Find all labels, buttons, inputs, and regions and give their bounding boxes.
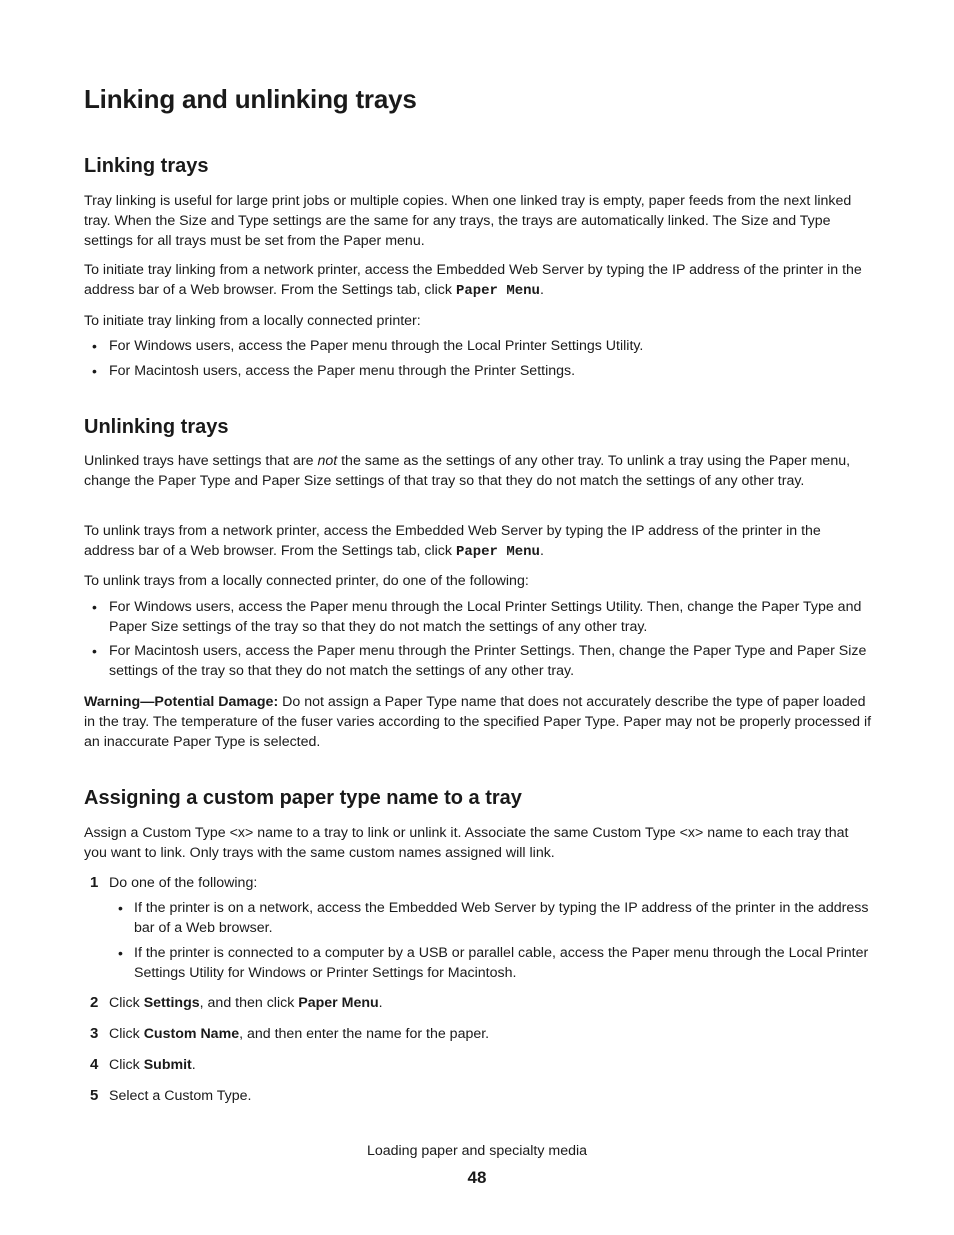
bullet-icon: •	[92, 599, 97, 615]
list-item: • For Windows users, access the Paper menu through the Local Printer Settings Utility.	[92, 338, 644, 354]
bullet-icon: •	[118, 945, 123, 961]
step-number: 1	[90, 874, 99, 891]
step-item: 5 Select a Custom Type.	[90, 1087, 252, 1104]
list-item: • If the printer is on a network, access the Embedded Web Server by typing the IP address of the printer in the address bar of a Web browser.	[118, 900, 869, 936]
page-number: 48	[467, 1168, 487, 1187]
paragraph: To unlink trays from a network printer, access the Embedded Web Server by typing the IP address of the printer in the address bar of a Web browser. From the Settings tab, click Paper Menu.	[84, 523, 821, 560]
footer-section-title: Loading paper and specialty media	[366, 1143, 588, 1159]
bullet-icon: •	[92, 643, 97, 659]
list-item: • For Macintosh users, access the Paper menu through the Printer Settings.	[92, 363, 576, 379]
menu-reference: Paper Menu	[455, 283, 540, 299]
list-item: • For Windows users, access the Paper menu through the Local Printer Settings Utility. Then, change the Paper Type and Paper Size settings of the tray so that they do not match the settings of any other tray.	[92, 599, 862, 635]
paragraph: Assign a Custom Type <x> name to a tray to link or unlink it. Associate the same Custom Type <x> name to each tray that you want to link. Only trays with the same custom names assigned will link.	[84, 825, 849, 861]
step-number: 4	[90, 1056, 99, 1073]
list-item: • If the printer is connected to a computer by a USB or parallel cable, access the Paper menu through the Local Printer Settings Utility for Windows or Printer Settings for Macintosh.	[118, 945, 869, 981]
paragraph: To initiate tray linking from a network printer, access the Embedded Web Server by typing the IP address of the printer in the address bar of a Web browser. From the Settings tab, click Paper Menu.	[84, 262, 862, 299]
bullet-icon: •	[92, 363, 97, 379]
step-item: 1 Do one of the following:	[90, 874, 258, 891]
menu-reference: Paper Menu	[455, 544, 540, 560]
paragraph: Tray linking is useful for large print jobs or multiple copies. When one linked tray is empty, paper feeds from the next linked tray. When the Size and Type settings are the same for any trays, the trays are automatically linked. The Size and Type settings for all trays must be set from the Paper menu.	[84, 193, 852, 249]
warning-label: Warning—Potential Damage:	[84, 694, 279, 710]
section-heading-linking: Linking trays	[84, 155, 209, 177]
step-item: 4 Click Submit.	[90, 1056, 196, 1073]
step-item: 2 Click Settings, and then click Paper Menu.	[90, 994, 383, 1011]
section-heading-custom-type: Assigning a custom paper type name to a tray	[84, 787, 522, 809]
step-number: 2	[90, 994, 99, 1011]
step-number: 3	[90, 1025, 99, 1042]
paragraph: To initiate tray linking from a locally connected printer:	[84, 313, 421, 329]
page-title: Linking and unlinking trays	[84, 84, 417, 114]
section-heading-unlinking: Unlinking trays	[84, 416, 229, 438]
step-item: 3 Click Custom Name, and then enter the name for the paper.	[90, 1025, 490, 1042]
bullet-icon: •	[92, 338, 97, 354]
paragraph: To unlink trays from a locally connected printer, do one of the following:	[84, 573, 529, 589]
step-number: 5	[90, 1087, 99, 1104]
list-item: • For Macintosh users, access the Paper menu through the Printer Settings. Then, change the Paper Type and Paper Size settings of the tray so that they do not match the settings of any other tray.	[92, 643, 867, 679]
bullet-icon: •	[118, 900, 123, 916]
paragraph: Unlinked trays have settings that are not the same as the settings of any other tray. To unlink a tray using the Paper menu, change the Paper Type and Paper Size settings of that tray so that they do not match the settings of any other tray.	[84, 453, 851, 489]
warning-note: Warning—Potential Damage: Do not assign a Paper Type name that does not accurately describe the type of paper loaded in the tray. The temperature of the fuser varies according to the specified Paper Type. Paper may not be properly processed if an inaccurate Paper Type is selected.	[84, 694, 872, 750]
